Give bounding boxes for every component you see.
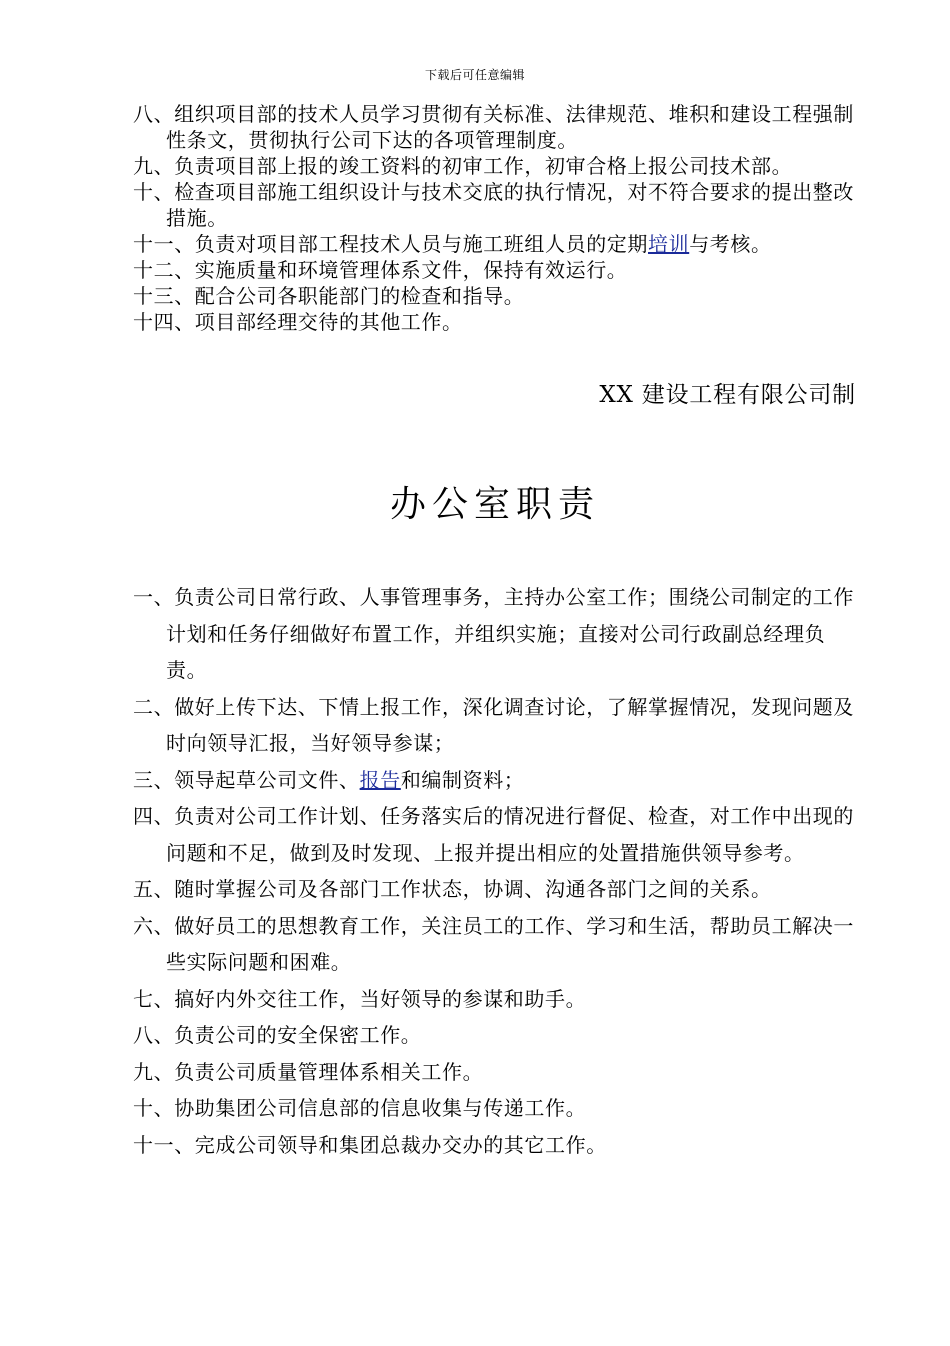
list-item: 九、负责公司质量管理体系相关工作。 <box>133 1059 484 1084</box>
report-link[interactable]: 报告 <box>359 767 401 792</box>
page-header: 下载后可任意编辑 <box>424 68 525 82</box>
list-item: 十三、配合公司各职能部门的检查和指导。 <box>133 284 525 308</box>
list-item-text: 与考核。 <box>689 232 772 256</box>
list-item: 六、做好员工的思想教育工作，关注员工的工作、学习和生活，帮助员工解决一些实际问题和困难。 <box>133 913 854 974</box>
list-item: 十、检查项目部施工组织设计与技术交底的执行情况，对不符合要求的提出整改措施。 <box>133 180 854 230</box>
section-title: 办公室职责 <box>389 484 600 525</box>
list-item: 十四、项目部经理交待的其他工作。 <box>133 310 463 334</box>
project-duties-list <box>133 101 858 335</box>
list-item: 十、协助集团公司信息部的信息收集与传递工作。 <box>133 1096 587 1120</box>
office-duties-list <box>133 579 858 1163</box>
list-item: 八、负责公司的安全保密工作。 <box>133 1023 422 1047</box>
list-item: 十一、完成公司领导和集团总裁办交办的其它工作。 <box>133 1132 607 1157</box>
list-item-text: 三、领导起草公司文件、 <box>133 767 360 792</box>
list-item: 四、负责对公司工作计划、任务落实后的情况进行督促、检查，对工作中出现的问题和不足，做到及时发现、上报并提出相应的处置措施供领导参考。 <box>133 804 854 865</box>
company-signature: XX 建设工程有限公司制 <box>599 382 856 408</box>
list-item: 五、随时掌握公司及各部门工作状态，协调、沟通各部门之间的关系。 <box>133 877 772 901</box>
training-link[interactable]: 培训 <box>648 232 690 256</box>
list-item-text: 十一、负责对项目部工程技术人员与施工班组人员的定期 <box>133 232 648 256</box>
list-item: 七、搞好内外交往工作，当好领导的参谋和助手。 <box>133 986 587 1011</box>
list-item: 二、做好上传下达、下情上报工作，深化调查讨论，了解掌握情况，发现问题及时向领导汇报，当好领导参谋； <box>133 694 854 755</box>
list-item <box>133 231 858 257</box>
list-item: 八、组织项目部的技术人员学习贯彻有关标准、法律规范、堆积和建设工程强制性条文，贯彻执行公司下达的各项管理制度。 <box>133 102 854 152</box>
list-item: 九、负责项目部上报的竣工资料的初审工作，初审合格上报公司技术部。 <box>133 154 793 178</box>
list-item-text: 和编制资料； <box>400 767 525 792</box>
list-item: 十二、实施质量和环境管理体系文件，保持有效运行。 <box>133 258 628 282</box>
list-item: 一、负责公司日常行政、人事管理事务，主持办公室工作；围绕公司制定的工作计划和任务仔细做好布置工作，并组织实施；直接对公司行政副总经理负责。 <box>133 585 854 682</box>
list-item <box>133 762 858 799</box>
